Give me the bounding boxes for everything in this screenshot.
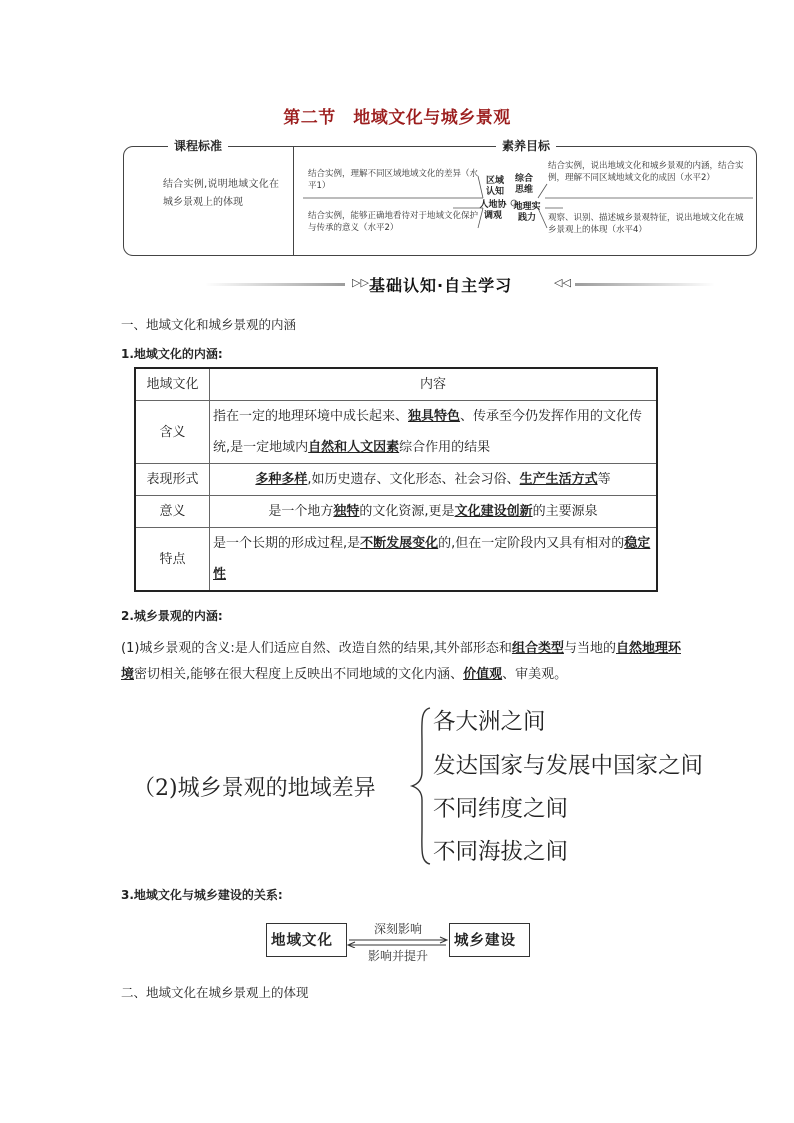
answer-underlined: 文化建设创新 [454,504,533,519]
subheading-relation: 3.地域文化与城乡建设的关系: [121,888,283,902]
table-cell [210,464,658,496]
curly-brace-icon [408,706,434,866]
answer-underlined: 稳定性 [213,536,651,582]
section-heading-1: 一、地域文化和城乡景观的内涵 [121,317,297,332]
cell-text: 是一个长期的形成过程,是 [213,536,361,551]
cell-text: 的主要源泉 [532,504,598,519]
cell-text: 等 [597,472,611,487]
answer-underlined: 自然和人文因素 [308,440,400,455]
table-header-row [135,368,657,401]
page-title: 第二节 地域文化与城乡景观 [283,108,511,128]
cell-text: 、传承至今仍发挥作用的文化传统,是一定地域内 [213,409,643,455]
table-header-cell: 内容 [210,368,658,401]
literacy-goal-label: 素养目标 [496,139,556,153]
section-banner: 基础认知·自主学习 [369,276,513,295]
literacy-text-geo-practice: 观察、识别、描述城乡景观特征，说出地域文化在城乡景观上的体现（水平4） [548,213,744,235]
answer-underlined: 独具特色 [408,409,461,424]
table-row [135,464,657,496]
answer-underlined: 独特 [333,504,360,519]
cell-text: 综合作用的结果 [399,440,491,455]
regional-difference-item: 不同海拔之间 [433,839,569,865]
table-row-label: 意义 [135,496,210,528]
banner-arrow-left-icon: ◁◁ [554,276,571,289]
regional-difference-label: （2)城乡景观的地域差异 [133,776,376,801]
paragraph-text: (1)城乡景观的含义:是人们适应自然、改造自然的结果,其外部形态和 [121,641,512,656]
regional-difference-item: 各大洲之间 [433,709,546,735]
literacy-text-regional-cognition: 结合实例，理解不同区域地域文化的差异（水平1） [308,169,479,191]
course-standard-text: 结合实例,说明地域文化在城乡景观上的体现 [163,179,279,208]
paragraph-text: 、审美观。 [502,667,568,682]
literacy-key-integrated-thinking: 综合思维 [514,174,533,195]
literacy-key-regional-cognition: 区域认知 [485,176,504,197]
subheading-regional-culture: 1.地域文化的内涵: [121,347,223,361]
answer-underlined: 不断发展变化 [360,536,439,551]
table-header-cell: 地域文化 [135,368,210,401]
table-cell [210,496,658,528]
answer-underlined: 生产生活方式 [519,472,598,487]
paragraph-text: 密切相关,能够在很大程度上反映出不同地域的文化内涵、 [134,667,464,682]
banner-line-left [205,283,345,286]
subheading-landscape: 2.城乡景观的内涵: [121,609,223,623]
answer-underlined: 价值观 [463,667,503,682]
course-standard-label: 课程标准 [168,139,228,153]
landscape-meaning-paragraph [121,636,681,688]
cell-text: 的文化资源,更是 [359,504,455,519]
cell-text: 指在一定的地理环境中成长起来、 [213,409,409,424]
banner-arrow-right-icon: ▷▷ [352,276,369,289]
literacy-text-integrated-thinking: 结合实例，说出地域文化和城乡景观的内涵，结合实例，理解不同区域地域文化的成因（水平2） [548,161,744,183]
answer-underlined: 多种多样 [255,472,308,487]
table-row [135,496,657,528]
regional-difference-item: 不同纬度之间 [433,796,569,822]
cell-text: 的,但在一定阶段内又具有相对的 [438,536,625,551]
urban-rural-construction-box: 城乡建设 [449,923,530,957]
regional-culture-box: 地域文化 [266,923,347,957]
table-row-label: 表现形式 [135,464,210,496]
cell-text: 是一个地方 [268,504,334,519]
literacy-key-geo-practice: 地理实践力 [513,202,541,223]
table-row-label: 含义 [135,401,210,464]
regional-culture-table [134,367,658,592]
section-heading-2: 二、地域文化在城乡景观上的体现 [121,985,309,1000]
cell-text: ,如历史遗存、文化形态、社会习俗、 [307,472,520,487]
banner-line-right [575,283,715,286]
relation-label-top: 深刻影响 [373,922,422,936]
answer-underlined: 组合类型 [511,641,564,656]
literacy-text-human-land: 结合实例，能够正确地看待对于地域文化保护与传承的意义（水平2） [308,211,479,233]
answer-underlined: 自然地理环境 [121,641,681,682]
table-cell [210,401,658,464]
literacy-key-human-land: 人地协调观 [479,200,507,221]
table-row [135,528,657,592]
table-row [135,401,657,464]
relation-label-bottom: 影响并提升 [367,949,428,963]
table-row-label: 特点 [135,528,210,592]
table-cell [210,528,658,592]
paragraph-text: 与当地的 [563,641,616,656]
regional-difference-item: 发达国家与发展中国家之间 [433,753,704,779]
